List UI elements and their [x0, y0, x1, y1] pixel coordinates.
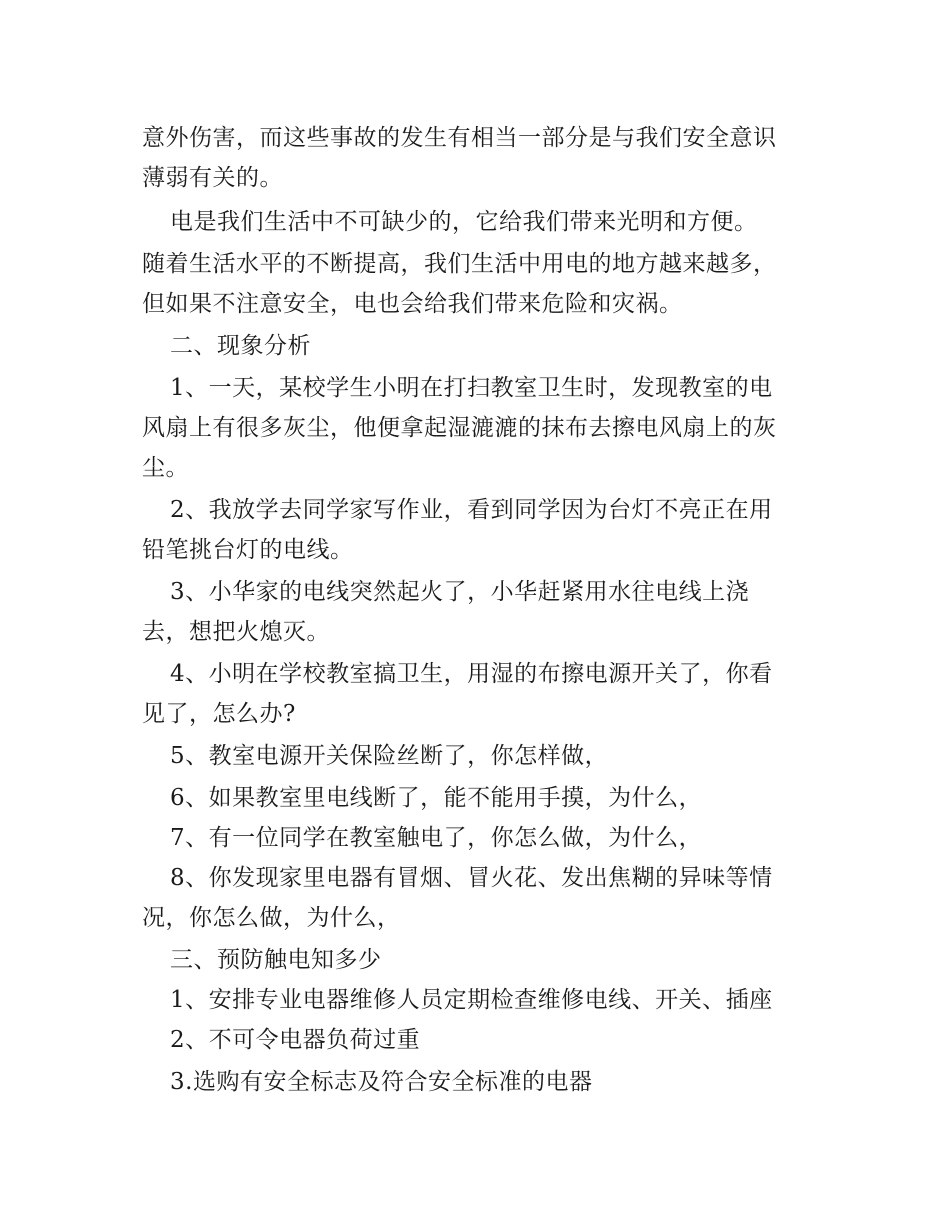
paragraph-line-1: 意外伤害，而这些事故的发生有相当一部分是与我们安全意识	[142, 125, 777, 151]
prevention-item-2: 2、不可令电器负荷过重	[170, 1027, 421, 1053]
list-item-3-line-1: 3、小华家的电线突然起火了，小华赶紧用水往电线上浇	[170, 579, 750, 605]
prevention-item-1: 1、安排专业电器维修人员定期检查维修电线、开关、插座	[170, 987, 773, 1013]
prevention-item-3: 3.选购有安全标志及符合安全标准的电器	[170, 1069, 593, 1095]
list-item-2-line-2: 铅笔挑台灯的电线。	[142, 537, 354, 563]
paragraph-line-4: 随着生活水平的不断提高，我们生活中用电的地方越来越多，	[142, 251, 777, 277]
list-item-1-line-3: 尘。	[142, 455, 189, 481]
section-heading-phenomenon-analysis: 二、现象分析	[170, 333, 311, 359]
list-item-7: 7、有一位同学在教室触电了，你怎么做，为什么，	[170, 825, 703, 851]
list-item-1-line-1: 1、一天，某校学生小明在打扫教室卫生时，发现教室的电	[170, 375, 773, 401]
list-item-3-line-2: 去，想把火熄灭。	[142, 619, 330, 645]
section-heading-prevention: 三、预防触电知多少	[170, 947, 382, 973]
list-item-4-line-1: 4、小明在学校教室搞卫生，用湿的布擦电源开关了，你看	[170, 661, 773, 687]
paragraph-line-5: 但如果不注意安全，电也会给我们带来危险和灾祸。	[142, 291, 683, 317]
list-item-5: 5、教室电源开关保险丝断了，你怎样做，	[170, 743, 609, 769]
list-item-4-line-2: 见了，怎么办?	[142, 701, 296, 727]
paragraph-line-3: 电是我们生活中不可缺少的，它给我们带来光明和方便。	[170, 209, 758, 235]
list-item-1-line-2: 风扇上有很多灰尘，他便拿起湿漉漉的抹布去擦电风扇上的灰	[142, 415, 777, 441]
list-item-8-line-1: 8、你发现家里电器有冒烟、冒火花、发出焦糊的异味等情	[170, 865, 773, 891]
list-item-8-line-2: 况，你怎么做，为什么，	[142, 905, 401, 931]
list-item-6: 6、如果教室里电线断了，能不能用手摸，为什么，	[170, 785, 703, 811]
paragraph-line-2: 薄弱有关的。	[142, 165, 283, 191]
list-item-2-line-1: 2、我放学去同学家写作业，看到同学因为台灯不亮正在用	[170, 497, 773, 523]
